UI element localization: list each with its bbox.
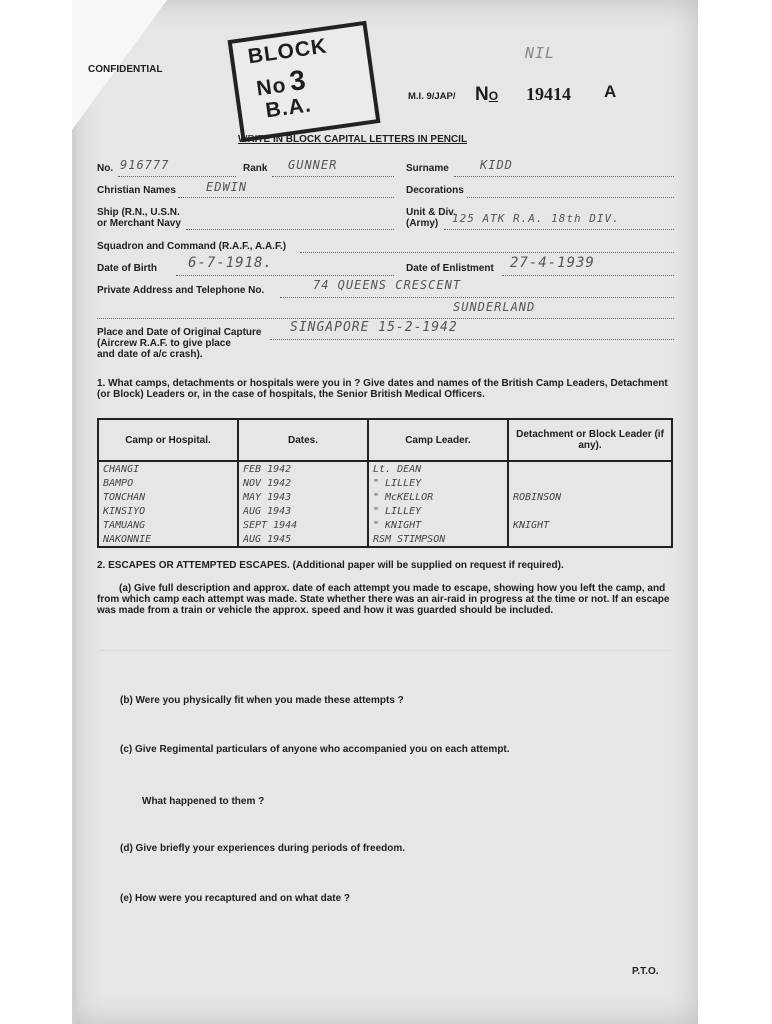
decorations-label: Decorations xyxy=(406,185,464,196)
cell-camp: KINSIYO xyxy=(98,504,238,518)
cell-detachment: ROBINSON xyxy=(508,490,672,504)
table-row xyxy=(98,476,672,490)
camps-table-header xyxy=(98,419,672,461)
table-row xyxy=(98,504,672,518)
no-line xyxy=(118,176,236,177)
form-number: 19414 xyxy=(526,84,571,104)
question-2e: (e) How were you recaptured and on what date ? xyxy=(120,893,351,904)
cell-leader: " McKELLOR xyxy=(368,490,508,504)
block-stamp xyxy=(228,21,381,142)
cell-dates: AUG 1943 xyxy=(238,504,368,518)
question-2a: (a) Give full description and approx. date of each attempt you made to escape, showing how you left the camp, and from which camp each attempt was made. State whether there was an air-raid in progress at the time or not. If an escape was made from a train or vehicle the approx. speed and how it was guarded should be included. xyxy=(97,583,670,616)
table-row xyxy=(98,532,672,547)
christian-names-value: EDWIN xyxy=(206,180,248,194)
ship-label-2: or Merchant Navy xyxy=(97,218,181,229)
cell-dates: NOV 1942 xyxy=(238,476,368,490)
dob-value: 6-7-1918. xyxy=(188,255,273,271)
dob-label: Date of Birth xyxy=(97,263,157,274)
rank-line xyxy=(272,176,394,177)
enlistment-line xyxy=(502,275,674,276)
col-detachment-leader: Detachment or Block Leader (if any). xyxy=(508,419,672,461)
address-value-1: 74 QUEENS CRESCENT xyxy=(313,278,462,292)
unit-line xyxy=(444,229,674,230)
surname-label: Surname xyxy=(406,163,449,174)
question-2-heading: 2. ESCAPES OR ATTEMPTED ESCAPES. (Additional paper will be supplied on request if required). xyxy=(97,560,564,571)
number-symbol: NO xyxy=(475,84,499,105)
cell-dates: MAY 1943 xyxy=(238,490,368,504)
unit-label-2: (Army) xyxy=(406,218,439,229)
question-2c-followup: What happened to them ? xyxy=(142,796,265,807)
address-label: Private Address and Telephone No. xyxy=(97,285,265,296)
nil-note: NIL xyxy=(525,44,556,62)
surname-value: KIDD xyxy=(480,158,513,172)
cell-leader: Lt. DEAN xyxy=(368,461,508,476)
sheet-edge xyxy=(72,0,76,1024)
unit-label-1: Unit & Div. xyxy=(406,207,456,218)
col-dates: Dates. xyxy=(238,419,368,461)
rank-value: GUNNER xyxy=(288,158,338,172)
decorations-line xyxy=(467,197,674,198)
table-row xyxy=(98,518,672,532)
pto-label: P.T.O. xyxy=(632,966,659,977)
table-row xyxy=(98,490,672,504)
rank-label: Rank xyxy=(243,163,268,174)
cell-dates: FEB 1942 xyxy=(238,461,368,476)
ship-label-1: Ship (R.N., U.S.N. xyxy=(97,207,180,218)
question-2b: (b) Were you physically fit when you made these attempts ? xyxy=(120,695,404,706)
enlistment-value: 27-4-1939 xyxy=(510,255,595,271)
question-2d: (d) Give briefly your experiences during periods of freedom. xyxy=(120,843,406,854)
no-label: No. xyxy=(97,163,114,174)
col-camp: Camp or Hospital. xyxy=(98,419,238,461)
christian-names-label: Christian Names xyxy=(97,185,176,196)
cell-detachment xyxy=(508,476,672,490)
address-line-1 xyxy=(280,297,674,298)
cell-camp: TONCHAN xyxy=(98,490,238,504)
capture-value: SINGAPORE 15-2-1942 xyxy=(290,320,458,335)
camps-table xyxy=(97,418,673,548)
capture-label-1: Place and Date of Original Capture xyxy=(97,327,262,338)
unit-value: 125 ATK R.A. 18th DIV. xyxy=(452,212,620,225)
cell-leader: " LILLEY xyxy=(368,504,508,518)
cell-camp: CHANGI xyxy=(98,461,238,476)
address-line-2 xyxy=(97,318,674,319)
cell-dates: SEPT 1944 xyxy=(238,518,368,532)
squadron-label: Squadron and Command (R.A.F., A.A.F.) xyxy=(97,241,287,252)
cell-detachment xyxy=(508,504,672,518)
surname-line xyxy=(454,176,674,177)
question-1: 1. What camps, detachments or hospitals were you in ? Give dates and names of the British Camp Leaders, Detachment (or Block) Leaders or, in the case of hospitals, the Senior British Medical Officers. xyxy=(97,378,668,400)
cell-camp: TAMUANG xyxy=(98,518,238,532)
cell-leader: " LILLEY xyxy=(368,476,508,490)
cell-detachment xyxy=(508,461,672,476)
capture-label-3: and date of a/c crash). xyxy=(97,349,203,360)
form-suffix: A xyxy=(604,82,617,101)
address-value-2: SUNDERLAND xyxy=(453,300,536,314)
dob-line xyxy=(176,275,394,276)
capture-label-2: (Aircrew R.A.F. to give place xyxy=(97,338,231,349)
cell-detachment: KNIGHT xyxy=(508,518,672,532)
cell-detachment xyxy=(508,532,672,547)
stamp-number: No3 xyxy=(255,63,309,101)
cell-leader: RSM STIMPSON xyxy=(368,532,508,547)
stamp-block: BLOCK xyxy=(246,34,329,69)
cell-camp: BAMPO xyxy=(98,476,238,490)
stamp-ba: B.A. xyxy=(264,93,313,123)
squadron-line xyxy=(300,252,674,253)
instruction-heading: WRITE IN BLOCK CAPITAL LETTERS IN PENCIL xyxy=(238,134,468,145)
table-row xyxy=(98,461,672,476)
bleed-through-text xyxy=(100,650,670,691)
service-number-value: 916777 xyxy=(120,158,170,172)
capture-line xyxy=(270,339,674,340)
col-camp-leader: Camp Leader. xyxy=(368,419,508,461)
question-2c: (c) Give Regimental particulars of anyone who accompanied you on each attempt. xyxy=(120,744,510,755)
christian-line xyxy=(178,197,394,198)
ship-line xyxy=(186,229,394,230)
cell-dates: AUG 1945 xyxy=(238,532,368,547)
confidential-label: CONFIDENTIAL xyxy=(88,64,163,75)
cell-camp: NAKONNIE xyxy=(98,532,238,547)
mi-reference: M.I. 9/JAP/ xyxy=(408,91,456,102)
enlistment-label: Date of Enlistment xyxy=(406,263,494,274)
cell-leader: " KNIGHT xyxy=(368,518,508,532)
